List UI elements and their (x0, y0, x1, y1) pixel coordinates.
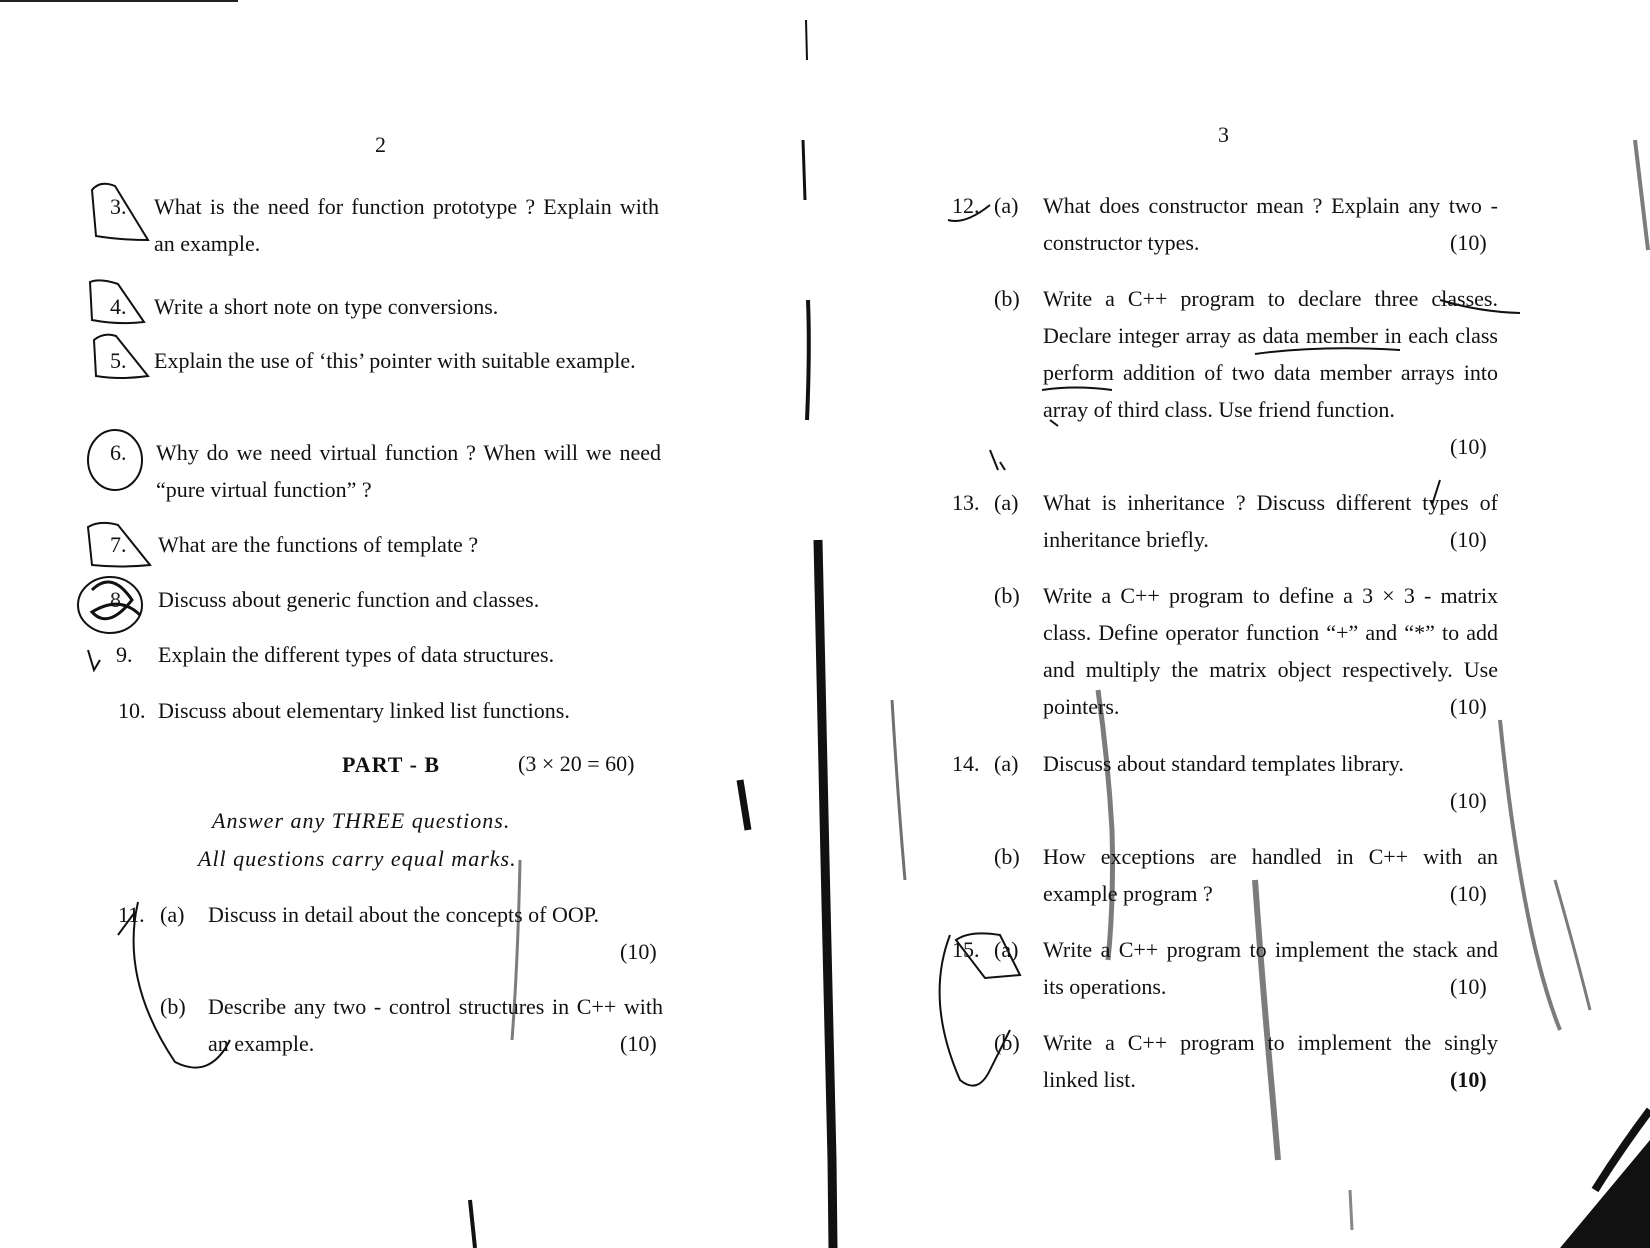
question-text: Write a C++ program to implement the singly linked list. (1043, 1030, 1498, 1092)
subquestion-label: (b) (994, 286, 1020, 311)
subquestion-label: (b) (994, 1030, 1020, 1055)
question-marks: (10) (1450, 230, 1487, 255)
question-text: Write a C++ program to define a 3 × 3 - matrix class. Define operator function “+” and “*” to add and multiply the matrix object respectively. Use pointers. (1043, 583, 1498, 719)
right-page (800, 0, 1650, 1248)
subquestion-label: (a) (994, 193, 1019, 218)
question-marks: (10) (1450, 974, 1487, 999)
subquestion-label: (a) (994, 490, 1019, 515)
question-text: Explain the use of ‘this’ pointer with suitable example. (154, 348, 636, 373)
subquestion-label: (b) (994, 844, 1020, 869)
question-number: 11. (118, 902, 145, 927)
question-number: 4. (110, 294, 127, 319)
question-text: Describe any two - control structures in C++ with an example. (208, 994, 663, 1056)
question-number: 6. (110, 440, 127, 465)
question-text: Discuss in detail about the concepts of OOP. (208, 902, 600, 927)
question-marks: (10) (620, 939, 657, 964)
part-b-heading: PART - B (342, 752, 441, 777)
subquestion-label: (a) (994, 751, 1019, 776)
question-text: Write a C++ program to declare three classes. Declare integer array as data member in each class perform addition of two data member arrays into array of third class. Use friend function. (1043, 286, 1498, 422)
question-marks: (10) (1450, 694, 1487, 719)
question-marks: (10) (1450, 527, 1487, 552)
question-text: What is the need for function prototype ? Explain with an example. (154, 194, 659, 256)
question-marks: (10) (1450, 1067, 1487, 1092)
subquestion-label: (b) (160, 994, 186, 1019)
question-text: Write a short note on type conversions. (154, 294, 499, 319)
question-marks: (10) (1450, 788, 1487, 813)
question-text: What are the functions of template ? (158, 532, 479, 557)
question-number: 12. (952, 193, 980, 218)
part-b-instruction: All questions carry equal marks. (198, 846, 517, 871)
question-marks: (10) (1450, 881, 1487, 906)
question-text: Why do we need virtual function ? When will we need “pure virtual function” ? (156, 440, 661, 502)
question-number: 8. (110, 587, 127, 612)
question-number: 15. (952, 937, 980, 962)
subquestion-label: (a) (994, 937, 1019, 962)
question-text: Discuss about generic function and classes. (158, 587, 540, 612)
question-marks: (10) (620, 1031, 657, 1056)
question-text: How exceptions are handled in C++ with an example program ? (1043, 844, 1498, 906)
part-b-instruction: Answer any THREE questions. (212, 808, 511, 833)
subquestion-label: (a) (160, 902, 185, 927)
page-number: 2 (375, 132, 386, 157)
question-text: Write a C++ program to implement the stack and its operations. (1043, 937, 1498, 999)
question-text: What is inheritance ? Discuss different types of inheritance briefly. (1043, 490, 1498, 552)
question-number: 3. (110, 194, 127, 219)
question-number: 7. (110, 532, 127, 557)
question-marks: (10) (1450, 434, 1487, 459)
part-b-marks: (3 × 20 = 60) (518, 751, 635, 776)
question-number: 9. (116, 642, 133, 667)
question-number: 13. (952, 490, 980, 515)
question-text: Discuss about elementary linked list functions. (158, 698, 570, 723)
subquestion-label: (b) (994, 583, 1020, 608)
question-number: 10. (118, 698, 146, 723)
question-number: 14. (952, 751, 980, 776)
question-number: 5. (110, 348, 127, 373)
left-page (0, 0, 800, 1248)
question-text: Explain the different types of data structures. (158, 642, 555, 667)
question-text: What does constructor mean ? Explain any two - constructor types. (1043, 193, 1498, 255)
question-text: Discuss about standard templates library. (1043, 751, 1404, 776)
page-number: 3 (1218, 122, 1229, 147)
